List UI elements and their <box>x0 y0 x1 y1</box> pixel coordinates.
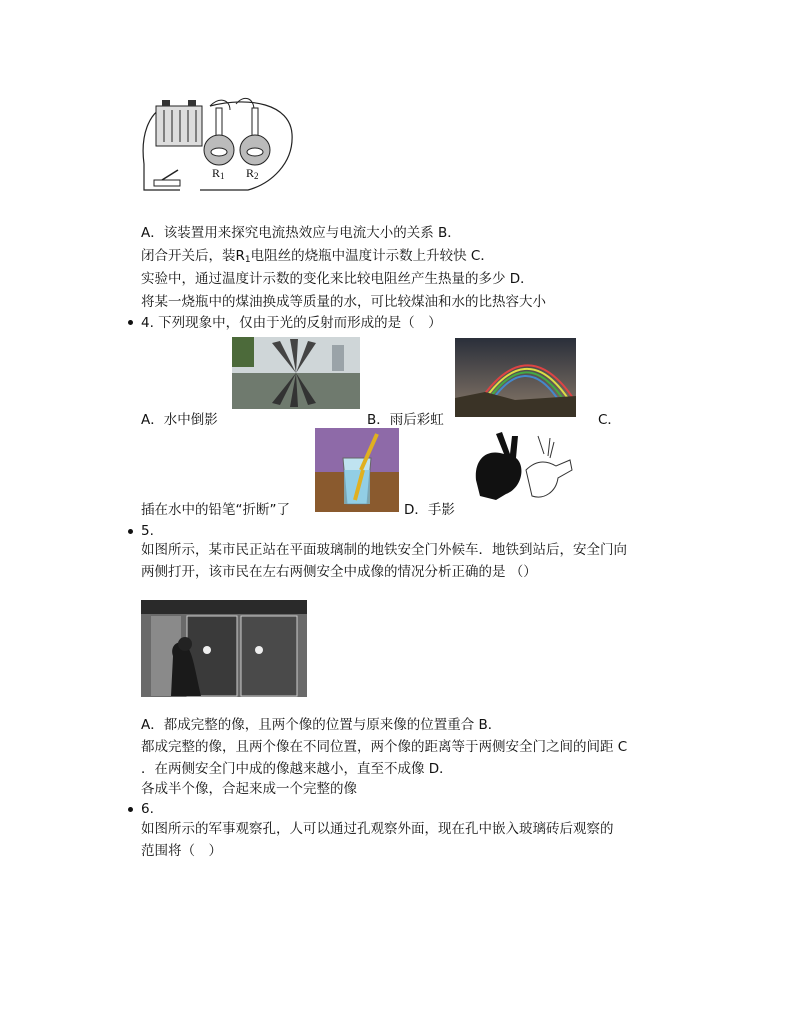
q5-stem-2: 两侧打开，该市民在左右两侧安全中成像的情况分析正确的是 （） <box>141 564 537 580</box>
q6-stem-2: 范围将（ ） <box>141 843 222 859</box>
label-r1-sub: 1 <box>220 171 225 181</box>
label-r2 <box>246 166 259 181</box>
q6-stem-1: 如图所示的军事观察孔，人可以通过孔观察外面，现在孔中嵌入玻璃砖后观察的 <box>141 821 614 837</box>
q4-stem: 4. 下列现象中，仅由于光的反射而形成的是（ ） <box>141 315 442 331</box>
q3-line-1: A．该装置用来探究电流热效应与电流大小的关系 B． <box>141 225 461 241</box>
bullet-q5 <box>128 529 133 534</box>
q3-line-2-b: 电阻丝的烧瓶中温度计示数上升较快 C． <box>250 248 494 264</box>
q5-stem-1: 如图所示，某市民正站在平面玻璃制的地铁安全门外候车．地铁到站后，安全门向 <box>141 542 627 558</box>
bullet-q4 <box>128 320 133 325</box>
q5-number: 5. <box>141 523 154 539</box>
label-r2-text: R <box>246 166 255 180</box>
q5-line-3: ．在两侧安全门中成的像越来越小，直至不成像 D． <box>141 761 453 777</box>
q3-line-2 <box>141 247 494 269</box>
bullet-q6 <box>128 807 133 812</box>
q4-option-a: A．水中倒影 <box>141 412 218 428</box>
q4-option-c: C． <box>598 412 621 428</box>
hand-shadow-photo <box>466 430 576 510</box>
label-r1-text: R <box>212 166 221 180</box>
q3-line-3: 实验中，通过温度计示数的变化来比较电阻丝产生热量的多少 D． <box>141 271 534 287</box>
q3-line-2-sub: 1 <box>244 255 251 265</box>
q4-option-c-text: 插在水中的铅笔“折断”了 <box>141 502 290 518</box>
q5-line-2: 都成完整的像，且两个像在不同位置，两个像的距离等于两侧安全门之间的间距 C <box>141 739 628 755</box>
q6-number: 6. <box>141 801 154 817</box>
rainbow-photo <box>455 338 576 417</box>
q5-line-1: A．都成完整的像，且两个像的位置与原来像的位置重合 B． <box>141 717 502 733</box>
q3-line-4: 将某一烧瓶中的煤油换成等质量的水，可比较煤油和水的比热容大小 <box>141 294 546 310</box>
q4-option-b: B．雨后彩虹 <box>367 412 444 428</box>
label-r2-sub: 2 <box>254 171 259 181</box>
q4-option-d: D．手影 <box>404 502 455 518</box>
q3-line-2-a: 闭合开关后，装R <box>141 248 245 264</box>
label-r1 <box>212 166 225 181</box>
q5-line-4: 各成半个像，合起来成一个完整的像 <box>141 781 357 797</box>
subway-door-photo <box>141 600 307 697</box>
pencil-in-water-photo <box>315 428 399 512</box>
reflection-photo <box>232 337 360 409</box>
